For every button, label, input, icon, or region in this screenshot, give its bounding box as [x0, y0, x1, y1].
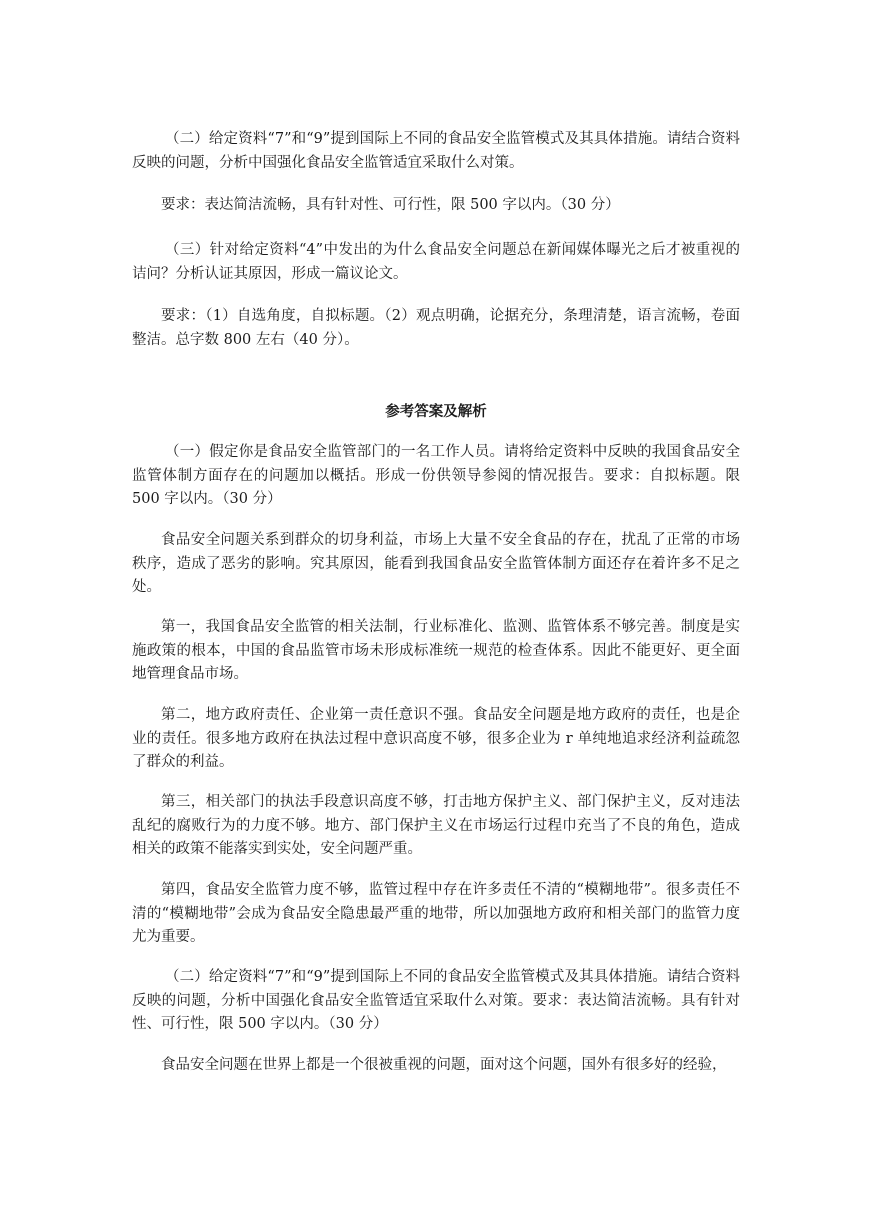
- question-3-requirement: 要求：（1）自选角度，自拟标题。（2）观点明确，论据充分，条理清楚，语言流畅，卷面整洁。总字数 800 左右（40 分）。: [132, 308, 740, 348]
- answer-1-point-3: 第三，相关部门的执法手段意识高度不够，打击地方保护主义、部门保护主义，反对违法乱纪的腐败行为的力度不够。地方、部门保护主义在市场运行过程巾充当了不良的角色，造成相关的政策不能落实到实处，安全问题严重。: [132, 794, 740, 857]
- answer-1-question: （一）假定你是食品安全监管部门的一名工作人员。请将给定资料中反映的我国食品安全监管体制方面存在的问题加以概括。形成一份供领导参阅的情况报告。要求：自拟标题。限 500 字以内。（30 分）: [132, 444, 740, 507]
- question-3-text: （三）针对给定资料“4”中发出的为什么食品安全问题总在新闻媒体曝光之后才被重视的诘问？分析认证其原因，形成一篇议论文。: [132, 242, 740, 282]
- answer-1-point-2: 第二，地方政府责任、企业第一责任意识不强。食品安全问题是地方政府的责任，也是企业的责任。很多地方政府在执法过程中意识高度不够，很多企业为 r 单纯地追求经济利益疏忽了群众的利益。: [132, 707, 740, 770]
- answer-1-intro: 食品安全问题关系到群众的切身利益，市场上大量不安全食品的存在，扰乱了正常的市场秩序，造成了恶劣的影响。究其原因，能看到我国食品安全监管体制方面还存在着许多不足之处。: [132, 532, 740, 595]
- section-heading: 参考答案及解析: [385, 403, 487, 420]
- question-2-text: （二）给定资料“7”和“9”提到国际上不同的食品安全监管模式及其具体措施。请结合资料反映的问题，分析中国强化食品安全监管适宜采取什么对策。: [132, 131, 740, 171]
- answer-1-point-1: 第一，我国食品安全监管的相关法制，行业标准化、监测、监管体系不够完善。制度是实施政策的根本，中国的食品监管市场未形成标准统一规范的检查体系。因此不能更好、更全面地管理食品市场。: [132, 619, 740, 682]
- answer-2-question: （二）给定资料“7”和“9”提到国际上不同的食品安全监管模式及其具体措施。请结合资料反映的问题，分析中国强化食品安全监管适宜采取什么对策。要求：表达简洁流畅。具有针对性、可行性，限 500 字以内。（30 分）: [132, 969, 740, 1032]
- answer-1-point-4: 第四，食品安全监管力度不够，监管过程中存在许多责任不清的“模糊地带”。很多责任不清的“模糊地带”会成为食品安全隐患最严重的地带，所以加强地方政府和相关部门的监管力度尤为重要。: [132, 882, 740, 945]
- question-2-requirement: 要求：表达简洁流畅，具有针对性、可行性，限 500 字以内。（30 分）: [161, 197, 620, 213]
- answer-2-intro: 食品安全问题在世界上都是一个很被重视的问题，面对这个问题，国外有很多好的经验，: [161, 1057, 727, 1073]
